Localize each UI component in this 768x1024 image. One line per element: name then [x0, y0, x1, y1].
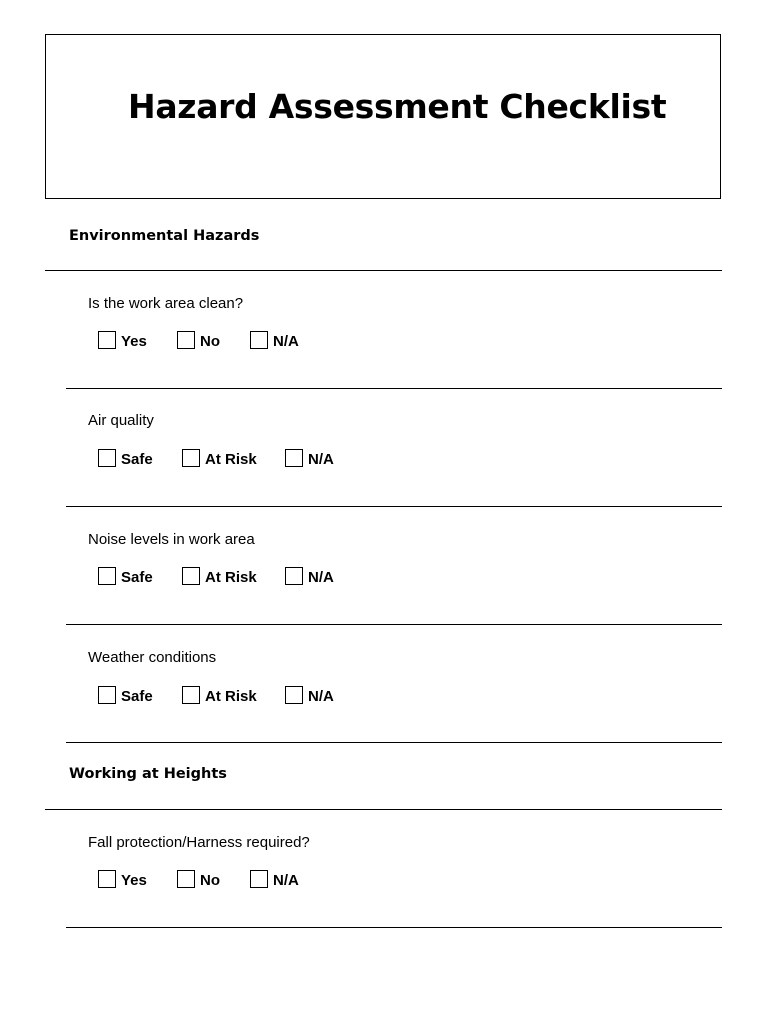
option-label: At Risk — [205, 687, 257, 705]
option-label: N/A — [308, 687, 334, 705]
option-safe[interactable] — [98, 568, 153, 586]
question-divider — [66, 742, 722, 743]
question-noise-levels: Noise levels in work area — [88, 531, 255, 548]
checkbox[interactable] — [285, 567, 303, 585]
option-label: At Risk — [205, 450, 257, 468]
option-label: Safe — [121, 568, 153, 586]
checkbox[interactable] — [177, 331, 195, 349]
checkbox[interactable] — [98, 567, 116, 585]
option-label: N/A — [308, 568, 334, 586]
option-na[interactable] — [250, 332, 299, 350]
option-label: At Risk — [205, 568, 257, 586]
option-at-risk[interactable] — [182, 687, 257, 705]
title-box — [45, 34, 721, 199]
section-heading-working-at-heights: Working at Heights — [69, 766, 227, 782]
checkbox[interactable] — [98, 686, 116, 704]
checkbox[interactable] — [250, 870, 268, 888]
option-label: N/A — [273, 871, 299, 889]
checkbox[interactable] — [182, 449, 200, 467]
question-divider — [66, 927, 722, 928]
option-at-risk[interactable] — [182, 568, 257, 586]
option-yes[interactable] — [98, 332, 147, 350]
option-na[interactable] — [285, 687, 334, 705]
option-na[interactable] — [285, 450, 334, 468]
checkbox[interactable] — [177, 870, 195, 888]
checkbox[interactable] — [250, 331, 268, 349]
option-no[interactable] — [177, 332, 220, 350]
section-divider — [45, 809, 722, 810]
option-label: Yes — [121, 871, 147, 889]
option-yes[interactable] — [98, 871, 147, 889]
option-label: N/A — [308, 450, 334, 468]
option-na[interactable] — [285, 568, 334, 586]
option-label: Safe — [121, 687, 153, 705]
checkbox[interactable] — [98, 870, 116, 888]
option-label: N/A — [273, 332, 299, 350]
page-title: Hazard Assessment Checklist — [128, 87, 667, 126]
checkbox[interactable] — [285, 449, 303, 467]
option-label: No — [200, 871, 220, 889]
question-divider — [66, 624, 722, 625]
question-divider — [66, 506, 722, 507]
option-no[interactable] — [177, 871, 220, 889]
checkbox[interactable] — [182, 686, 200, 704]
question-air-quality: Air quality — [88, 412, 154, 429]
option-label: Yes — [121, 332, 147, 350]
option-safe[interactable] — [98, 687, 153, 705]
checkbox[interactable] — [182, 567, 200, 585]
question-divider — [66, 388, 722, 389]
section-heading-environmental-hazards: Environmental Hazards — [69, 228, 260, 244]
option-na[interactable] — [250, 871, 299, 889]
option-at-risk[interactable] — [182, 450, 257, 468]
option-label: No — [200, 332, 220, 350]
section-divider — [45, 270, 722, 271]
checkbox[interactable] — [98, 331, 116, 349]
option-label: Safe — [121, 450, 153, 468]
checkbox[interactable] — [98, 449, 116, 467]
question-weather-conditions: Weather conditions — [88, 649, 217, 666]
question-fall-protection: Fall protection/Harness required? — [88, 834, 310, 851]
checkbox[interactable] — [285, 686, 303, 704]
option-safe[interactable] — [98, 450, 153, 468]
question-work-area-clean: Is the work area clean? — [88, 295, 244, 312]
